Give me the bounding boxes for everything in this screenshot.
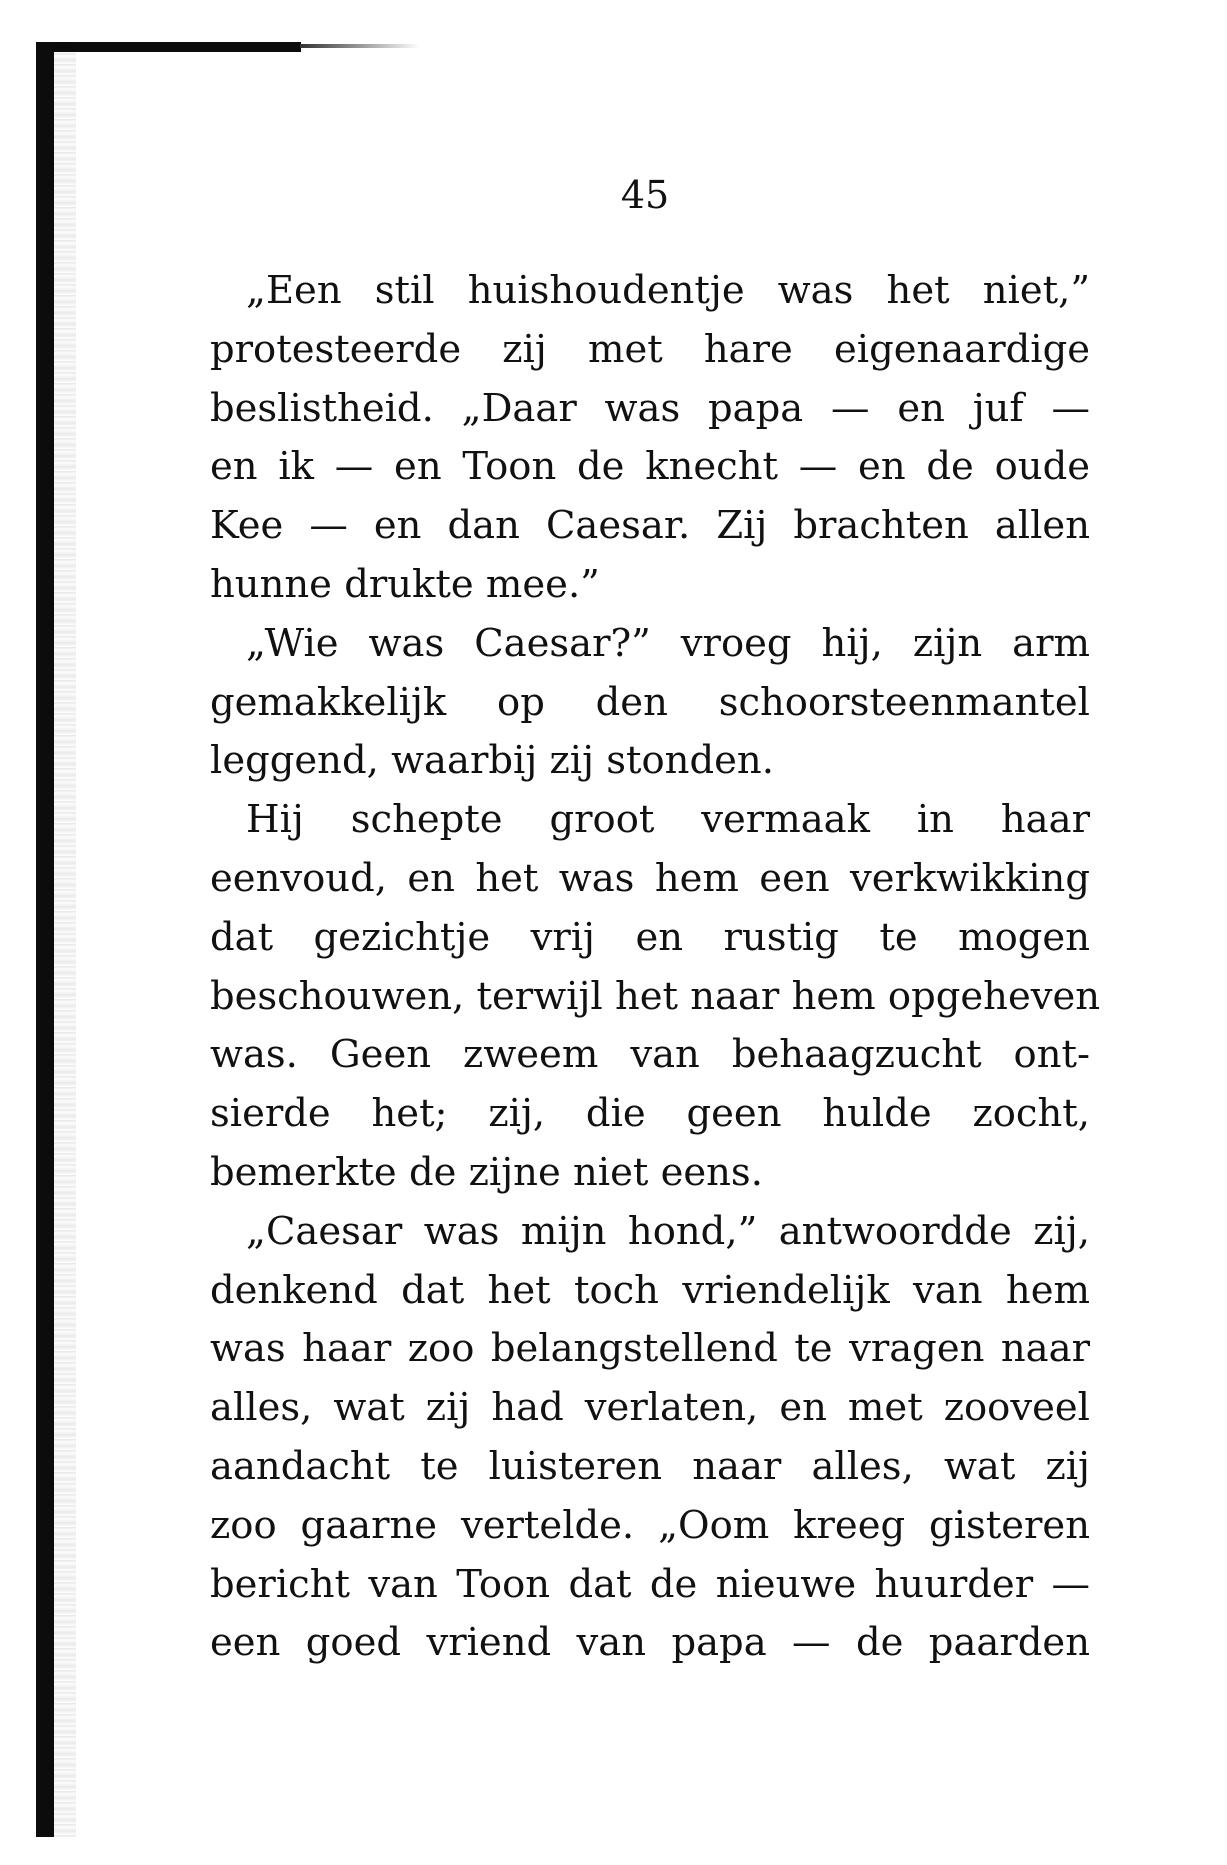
text-line: was haar zoo belangstellend te vragen naar	[210, 1326, 1090, 1372]
text-line: dat gezichtje vrij en rustig te mogen	[210, 914, 1090, 960]
page-binding-edge	[36, 42, 54, 1837]
text-line: „Wie was Caesar?” vroeg hij, zijn arm	[246, 620, 1090, 666]
text-line: protesteerde zij met hare eigenaardige	[210, 326, 1090, 372]
page-binding-shadow	[54, 42, 76, 1837]
text-line: leggend, waarbij zij stonden.	[210, 738, 774, 784]
text-line: sierde het; zij, die geen hulde zocht,	[210, 1091, 1090, 1137]
page-number: 45	[620, 173, 670, 217]
text-line: „Een stil huishoudentje was het niet,”	[246, 268, 1090, 313]
body-text	[210, 262, 1101, 1673]
text-line: denkend dat het toch vriendelijk van hem	[210, 1267, 1090, 1313]
text-line: „Caesar was mijn hond,” antwoordde zij,	[246, 1208, 1090, 1254]
text-line: gemakkelijk op den schoorsteenmantel	[210, 679, 1090, 725]
text-line: bericht van Toon dat de nieuwe huurder —	[210, 1561, 1090, 1607]
page-top-border-fade	[300, 44, 420, 48]
text-line: zoo gaarne vertelde. „Oom kreeg gisteren	[210, 1502, 1090, 1548]
text-line: eenvoud, en het was hem een verkwikking	[210, 855, 1090, 901]
text-line: bemerkte de zijne niet eens.	[210, 1149, 763, 1195]
text-line: Hij schepte groot vermaak in haar	[246, 797, 1090, 843]
text-line: Kee — en dan Caesar. Zij brachten allen	[210, 503, 1090, 549]
text-line: was. Geen zweem van behaagzucht ont-	[210, 1032, 1090, 1078]
text-line: en ik — en Toon de knecht — en de oude	[210, 444, 1090, 490]
text-line: aandacht te luisteren naar alles, wat zij	[210, 1443, 1090, 1489]
text-line: een goed vriend van papa — de paarden	[210, 1620, 1090, 1666]
text-line: beslistheid. „Daar was papa — en juf —	[210, 385, 1090, 431]
text-line: hunne drukte mee.”	[210, 561, 600, 607]
text-line: alles, wat zij had verlaten, en met zooveel	[210, 1385, 1090, 1431]
text-line: beschouwen, terwijl het naar hem opgeheven	[210, 973, 1101, 1019]
